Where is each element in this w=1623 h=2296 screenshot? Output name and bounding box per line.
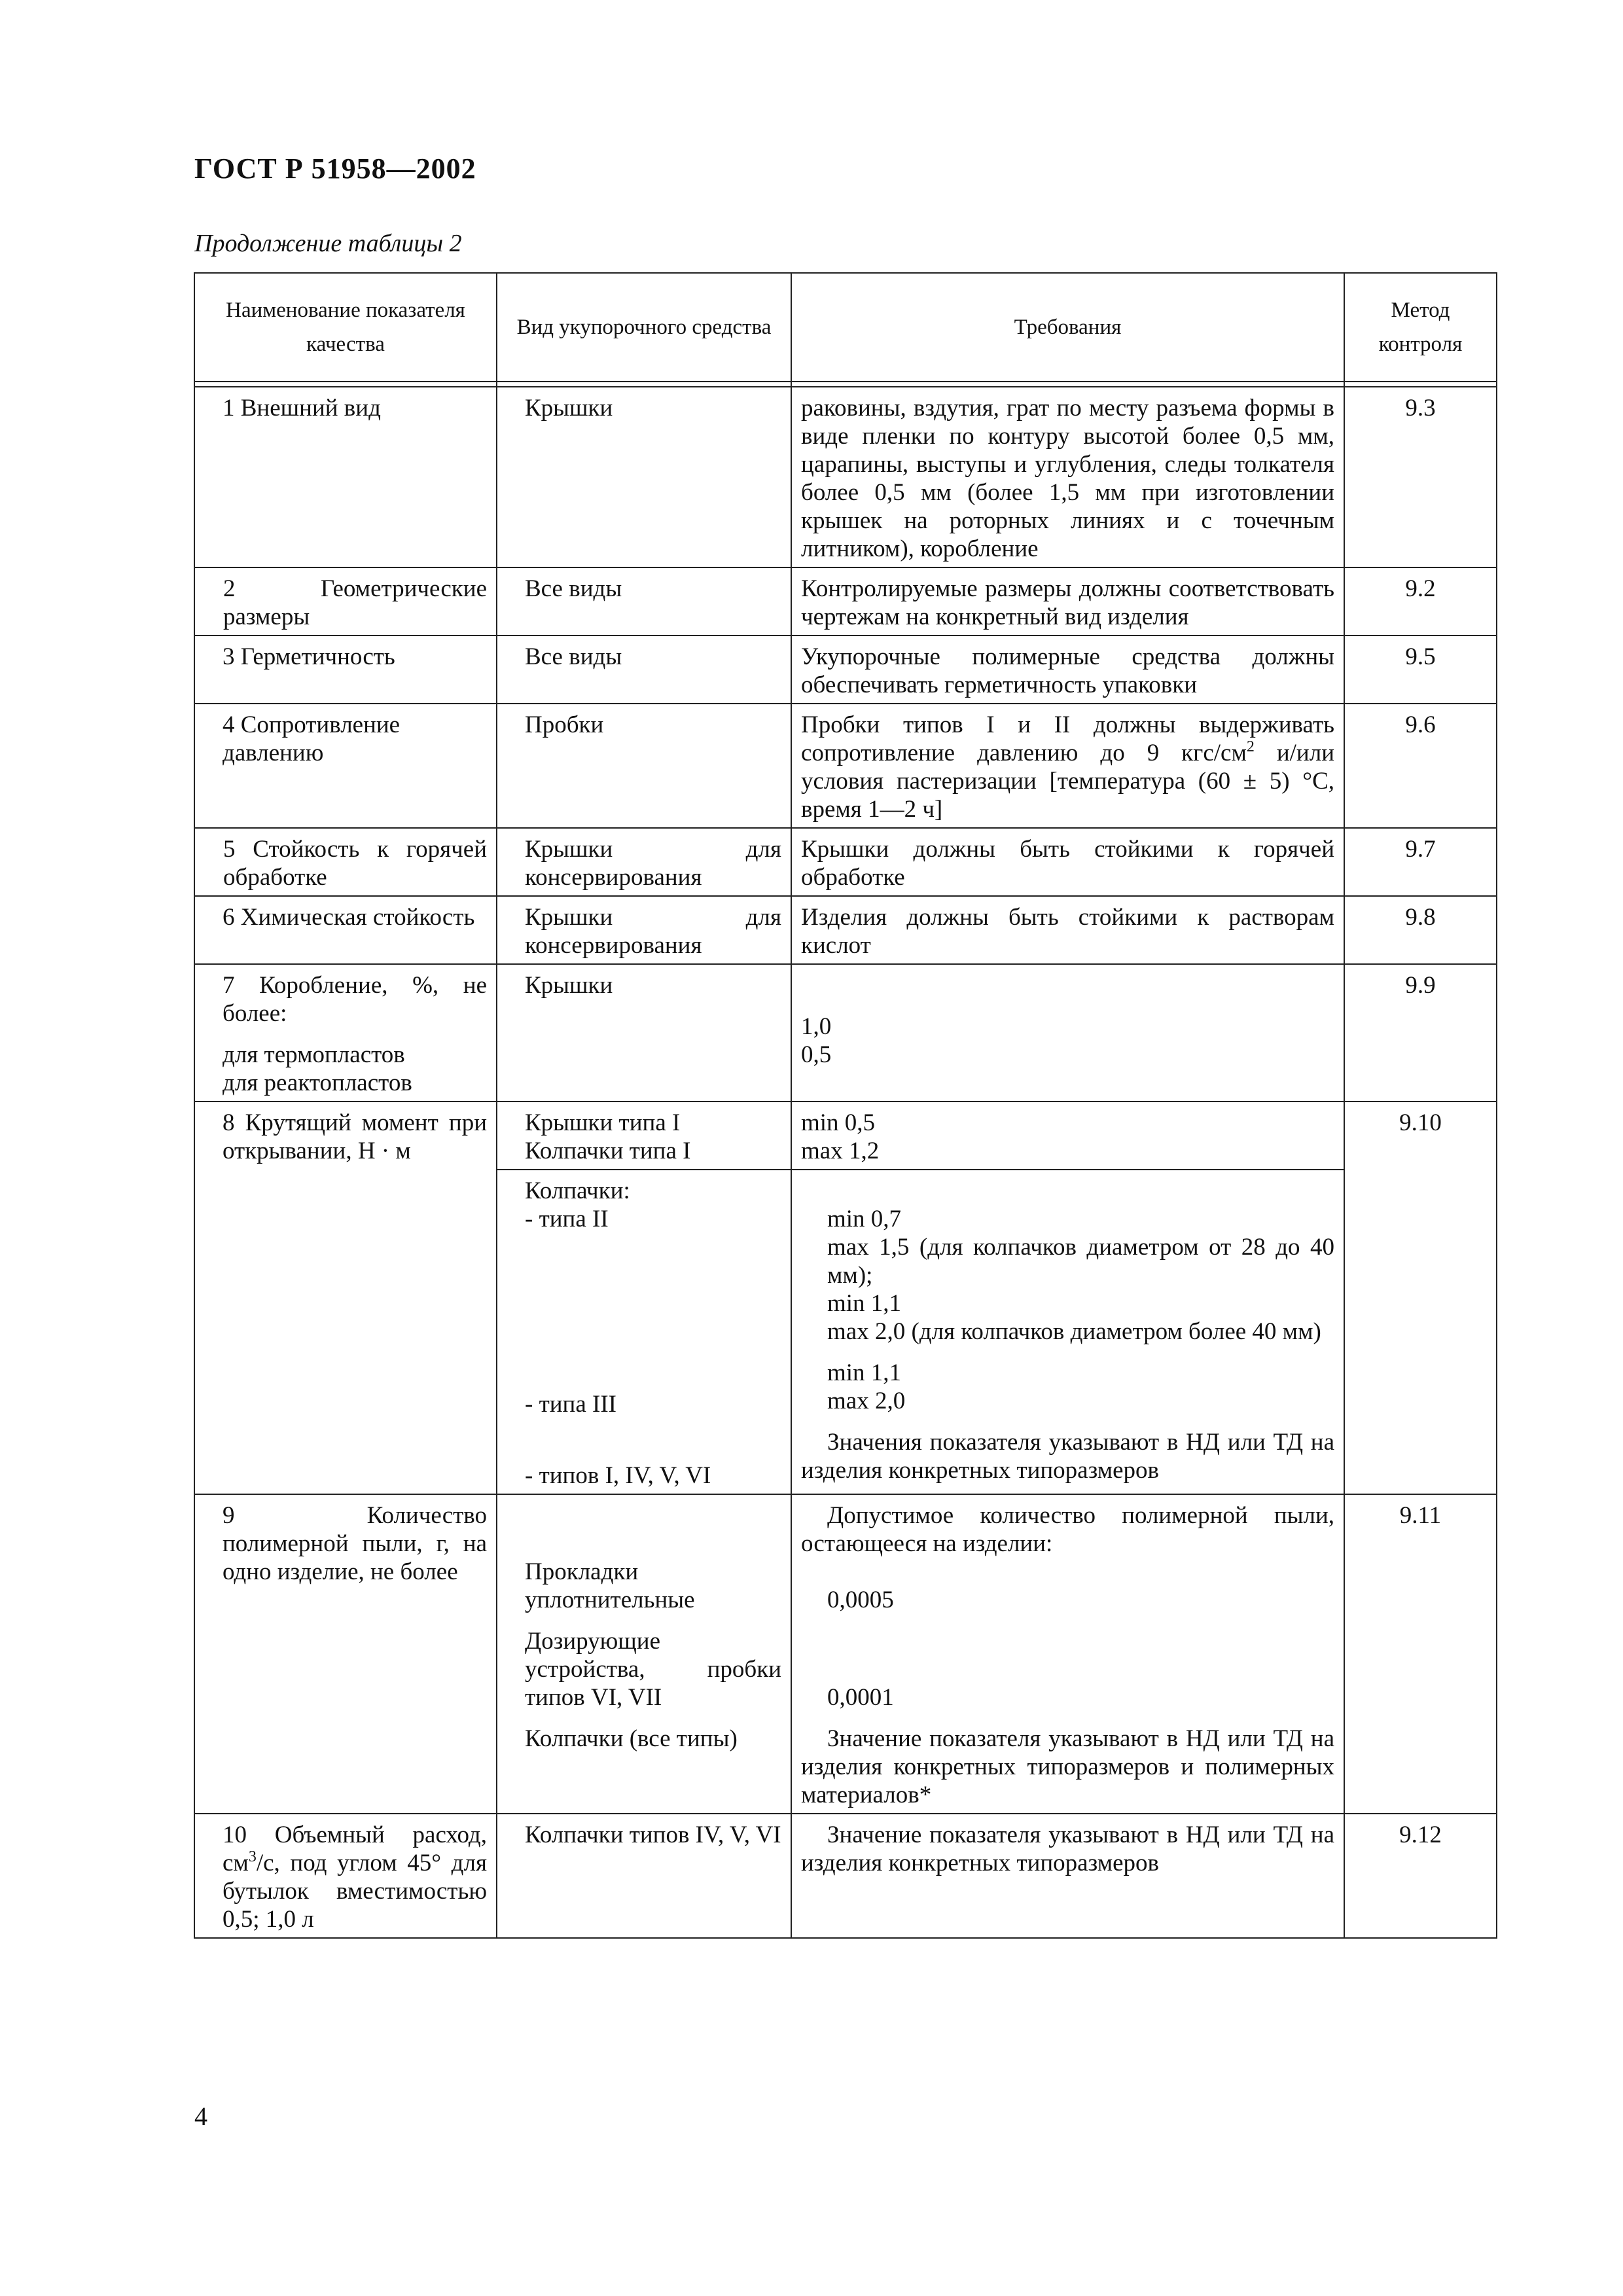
closure-item: - типа II <box>525 1206 609 1232</box>
col-header-requirements: Требования <box>791 273 1344 382</box>
closure-cell: Все виды <box>497 567 791 636</box>
indicator-cell: 9 Количество полимерной пыли, г, на одно изделие, не более <box>194 1494 497 1814</box>
requirement-value: Значение показателя указывают в НД или ТД на изделия конкретных типоразмеров и полимерных материалов* <box>801 1725 1334 1808</box>
requirement-value: 0,5 <box>801 1041 832 1068</box>
requirements-cell <box>791 964 1344 1102</box>
closure-cell: Колпачки типов IV, V, VI <box>497 1814 791 1938</box>
requirements-cell: Крышки должны быть стойкими к горячей обработке <box>791 828 1344 896</box>
document-code: ГОСТ Р 51958—2002 <box>194 152 476 185</box>
table-header-row <box>194 273 1497 382</box>
requirements-text: Пробки типов I и II должны выдерживать сопротивление давлению до 9 кгс/см <box>801 711 1334 766</box>
indicator-cell <box>194 1814 497 1938</box>
requirement-value: min 0,5 <box>801 1109 876 1136</box>
method-cell: 9.2 <box>1344 567 1497 636</box>
requirements-cell <box>791 1102 1344 1170</box>
method-cell: 9.9 <box>1344 964 1497 1102</box>
requirement-value: max 2,0 (для колпачков диаметром более 40 мм) <box>827 1318 1321 1345</box>
requirements-cell: Контролируемые размеры должны соответствовать чертежам на конкретный вид изделия <box>791 567 1344 636</box>
closure-item: - типов I, IV, V, VI <box>525 1462 711 1489</box>
indicator-text: 10 Объемный расход, см <box>223 1821 487 1876</box>
closure-cell: Крышки <box>497 387 791 567</box>
method-cell: 9.5 <box>1344 636 1497 704</box>
table-row <box>194 1494 1497 1814</box>
closure-cell <box>497 1102 791 1170</box>
method-cell: 9.8 <box>1344 896 1497 964</box>
method-cell: 9.12 <box>1344 1814 1497 1938</box>
requirements-cell <box>791 1170 1344 1494</box>
closure-item: Прокладки уплотнительные <box>525 1558 695 1613</box>
requirement-value: 0,0001 <box>827 1684 894 1711</box>
requirement-value: max 1,2 <box>801 1138 880 1164</box>
indicator-cell: 6 Химическая стойкость <box>194 896 497 964</box>
table-row <box>194 828 1497 896</box>
col-header-indicator: Наименование показателя качества <box>194 273 497 382</box>
closure-cell: Крышки для консервирования <box>497 896 791 964</box>
table-caption: Продолжение таблицы 2 <box>194 230 462 257</box>
table-row <box>194 636 1497 704</box>
requirements-text: и/или условия пастеризации [температура (60 ± 5) °С, время 1—2 ч] <box>801 740 1334 823</box>
page-number: 4 <box>194 2102 207 2131</box>
indicator-cell: 2 Геометрические размеры <box>194 567 497 636</box>
superscript: 2 <box>1246 738 1255 755</box>
table-row <box>194 1814 1497 1938</box>
table-row <box>194 387 1497 567</box>
method-cell: 9.7 <box>1344 828 1497 896</box>
requirements-table <box>194 272 1497 1939</box>
header-divider <box>194 382 1497 387</box>
closure-cell <box>497 1170 791 1494</box>
requirements-cell: Значение показателя указывают в НД или ТД на изделия конкретных типоразмеров <box>791 1814 1344 1938</box>
indicator-subitem: для термопластов <box>223 1041 405 1068</box>
requirement-value: min 0,7 <box>827 1206 902 1232</box>
closure-item: - типа III <box>525 1391 616 1418</box>
indicator-cell: 8 Крутящий момент при открывании, Н · м <box>194 1102 497 1494</box>
indicator-title: 7 Коробление, %, не более: <box>223 972 487 1027</box>
requirements-cell: Изделия должны быть стойкими к растворам кислот <box>791 896 1344 964</box>
indicator-cell: 4 Сопротивление давлению <box>194 704 497 828</box>
requirement-value: 0,0005 <box>827 1587 894 1613</box>
indicator-text: /с, под углом 45° для бутылок вместимостью 0,5; 1,0 л <box>223 1850 487 1933</box>
table-row <box>194 1102 1497 1170</box>
closure-cell: Все виды <box>497 636 791 704</box>
col-header-closure: Вид укупорочного средства <box>497 273 791 382</box>
requirements-cell: раковины, вздутия, грат по месту разъема формы в виде пленки по контуру высотой более 0,5 мм, царапины, выступы и углубления, следы толкателя более 0,5 мм (более 1,5 мм при изготовлении крышек на роторных линиях и с точечным литником), коробление <box>791 387 1344 567</box>
closure-cell: Крышки для консервирования <box>497 828 791 896</box>
closure-item: Дозирующие устройства, пробки типов VI, VII <box>525 1628 781 1711</box>
indicator-cell: 3 Герметичность <box>194 636 497 704</box>
closure-item: Колпачки типа I <box>525 1138 691 1164</box>
table-row <box>194 704 1497 828</box>
indicator-subitem: для реактопластов <box>223 1069 412 1096</box>
requirement-intro: Допустимое количество полимерной пыли, остающееся на изделии: <box>801 1502 1334 1557</box>
closure-item: Колпачки: <box>525 1177 630 1204</box>
closure-item: Крышки типа I <box>525 1109 681 1136</box>
requirement-value: min 1,1 <box>827 1290 902 1317</box>
requirement-value: Значения показателя указывают в НД или ТД на изделия конкретных типоразмеров <box>801 1429 1334 1484</box>
table-row <box>194 896 1497 964</box>
table-row <box>194 964 1497 1102</box>
indicator-cell: 1 Внешний вид <box>194 387 497 567</box>
indicator-cell <box>194 964 497 1102</box>
requirement-value: max 1,5 (для колпачков диаметром от 28 до 40 мм); <box>827 1234 1334 1289</box>
closure-item: Колпачки (все типы) <box>525 1725 738 1752</box>
closure-cell: Крышки <box>497 964 791 1102</box>
requirement-value: max 2,0 <box>827 1388 906 1414</box>
method-cell: 9.11 <box>1344 1494 1497 1814</box>
col-header-method: Метод контроля <box>1344 273 1497 382</box>
closure-cell <box>497 1494 791 1814</box>
method-cell: 9.10 <box>1344 1102 1497 1494</box>
superscript: 3 <box>248 1848 257 1865</box>
closure-cell: Пробки <box>497 704 791 828</box>
requirement-value: 1,0 <box>801 1013 832 1040</box>
requirements-cell <box>791 1494 1344 1814</box>
requirements-cell <box>791 704 1344 828</box>
indicator-cell: 5 Стойкость к горячей обработке <box>194 828 497 896</box>
method-cell: 9.6 <box>1344 704 1497 828</box>
table-row <box>194 567 1497 636</box>
requirements-cell: Укупорочные полимерные средства должны обеспечивать герметичность упаковки <box>791 636 1344 704</box>
method-cell: 9.3 <box>1344 387 1497 567</box>
requirement-value: min 1,1 <box>827 1359 902 1386</box>
